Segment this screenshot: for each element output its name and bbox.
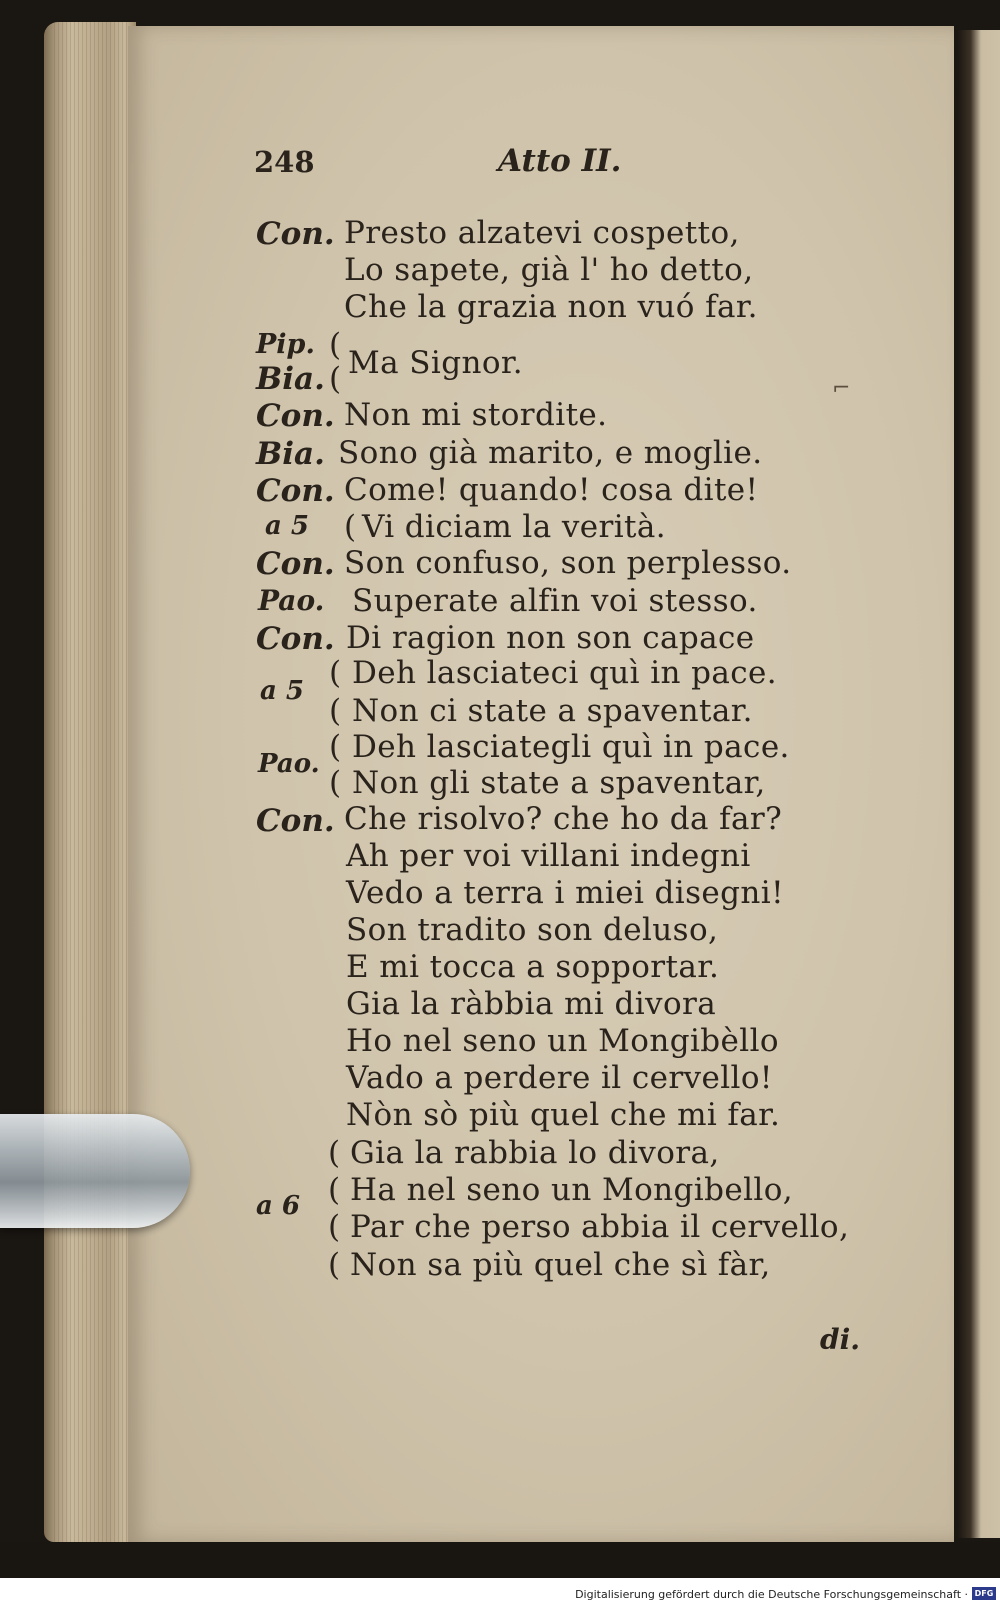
brace-mark: ( bbox=[328, 1172, 341, 1208]
verse-line: Deh lasciateci quì in pace. bbox=[352, 655, 778, 691]
verse-line: Son tradito son deluso, bbox=[346, 912, 719, 948]
running-title: Atto II. bbox=[498, 143, 622, 179]
speaker-label: Con. bbox=[256, 473, 335, 509]
verse-line: Ah per voi villani indegni bbox=[346, 838, 751, 874]
verse-line: E mi tocca a sopportar. bbox=[346, 949, 720, 985]
brace-mark: ( bbox=[329, 655, 342, 691]
speaker-label: a 5 bbox=[260, 676, 304, 706]
verse-line: Presto alzatevi cospetto, bbox=[344, 215, 740, 251]
footer-credit: Digitalisierung gefördert durch die Deutsche Forschungsgemeinschaft · bbox=[575, 1588, 968, 1601]
verse-line: Sono già marito, e moglie. bbox=[338, 435, 763, 471]
speaker-label: a 6 bbox=[256, 1191, 300, 1221]
dfg-logo-icon: DFG bbox=[972, 1587, 996, 1600]
speaker-label: Con. bbox=[256, 216, 335, 252]
brace-mark: ( bbox=[328, 1135, 341, 1171]
brace-mark: ( bbox=[329, 729, 342, 765]
verse-line: Che la grazia non vuó far. bbox=[344, 289, 758, 325]
verse-line: Son confuso, son perplesso. bbox=[344, 545, 792, 581]
speaker-label: Con. bbox=[256, 621, 335, 657]
verse-line: Vi diciam la verità. bbox=[362, 509, 667, 545]
verse-line: Deh lasciategli quì in pace. bbox=[352, 729, 790, 765]
speaker-label: Con. bbox=[256, 546, 335, 582]
verse-line: Lo sapete, già l' ho detto, bbox=[344, 252, 754, 288]
verse-line: Non mi stordite. bbox=[344, 397, 608, 433]
speaker-label: Pao. bbox=[258, 584, 325, 617]
margin-mark-icon: ⌐ bbox=[832, 376, 851, 401]
facing-page-edge bbox=[958, 30, 1000, 1538]
verse-line: Come! quando! cosa dite! bbox=[344, 472, 759, 508]
brace-mark: ( bbox=[329, 327, 342, 363]
verse-line: Vedo a terra i miei disegni! bbox=[346, 875, 784, 911]
book-page-edges-lines bbox=[54, 22, 128, 1542]
speaker-label: Bia. bbox=[256, 436, 325, 472]
verse-line: Superate alfin voi stesso. bbox=[352, 583, 758, 619]
verse-line: Non sa più quel che sì fàr, bbox=[350, 1247, 771, 1283]
speaker-label: a 5 bbox=[265, 511, 309, 541]
brace-mark: ( bbox=[344, 509, 357, 545]
speaker-label: Con. bbox=[256, 398, 335, 434]
verse-line: Di ragion non son capace bbox=[346, 620, 755, 656]
page-number: 248 bbox=[254, 145, 315, 179]
verse-line: Par che perso abbia il cervello, bbox=[350, 1209, 850, 1245]
brace-mark: ( bbox=[329, 693, 342, 729]
verse-line: Gia la ràbbia mi divora bbox=[346, 986, 717, 1022]
brace-mark: ( bbox=[328, 1247, 341, 1283]
verse-line: Gia la rabbia lo divora, bbox=[350, 1135, 720, 1171]
catchword: di. bbox=[820, 1323, 860, 1356]
verse-line: Vado a perdere il cervello! bbox=[346, 1060, 773, 1096]
verse-line: Ma Signor. bbox=[348, 345, 523, 381]
speaker-label: Bia. bbox=[256, 361, 325, 397]
speaker-label: Con. bbox=[256, 803, 335, 839]
verse-line: Non gli state a spaventar, bbox=[352, 765, 766, 801]
page-clip bbox=[0, 1114, 190, 1228]
speaker-label: Pip. bbox=[256, 329, 315, 360]
verse-line: Nòn sò più quel che mi far. bbox=[346, 1097, 781, 1133]
brace-mark: ( bbox=[329, 765, 342, 801]
verse-line: Che risolvo? che ho da far? bbox=[344, 801, 783, 837]
speaker-label: Pao. bbox=[258, 749, 320, 779]
brace-mark: ( bbox=[329, 361, 342, 397]
verse-line: Ho nel seno un Mongibèllo bbox=[346, 1023, 779, 1059]
verse-line: Non ci state a spaventar. bbox=[352, 693, 753, 729]
verse-line: Ha nel seno un Mongibello, bbox=[350, 1172, 794, 1208]
scan-background bbox=[0, 1542, 1000, 1578]
brace-mark: ( bbox=[328, 1209, 341, 1245]
